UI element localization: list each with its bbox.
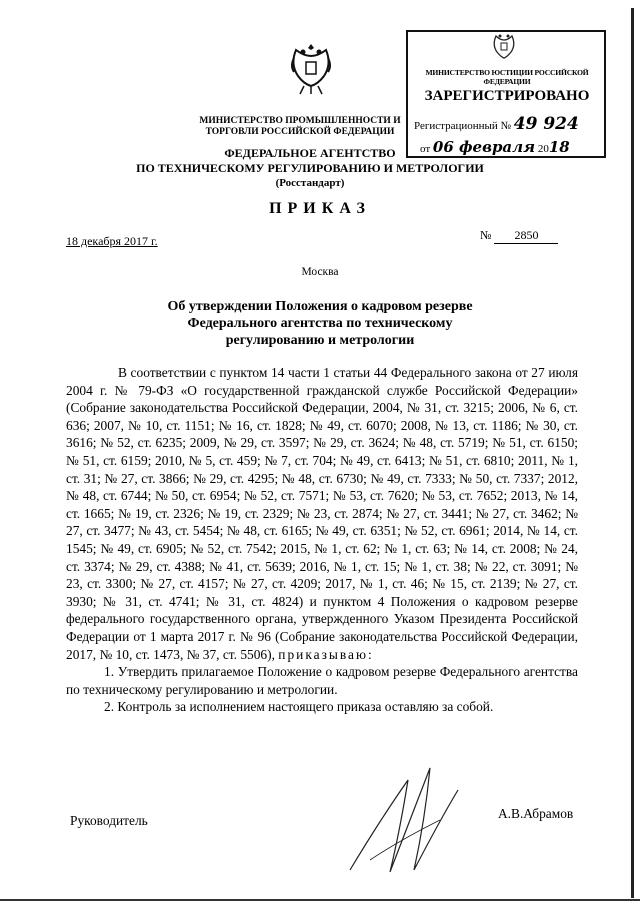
order-body xyxy=(66,364,578,716)
subject-line-1: Об утверждении Положения о кадровом резерве xyxy=(167,299,473,314)
scan-edge-bottom xyxy=(0,899,640,901)
agency-short-name: (Росстандарт) xyxy=(275,177,345,189)
ministry-name: МИНИСТЕРСТВО ПРОМЫШЛЕННОСТИ И ТОРГОВЛИ РОССИЙСКОЙ ФЕДЕРАЦИИ xyxy=(199,116,401,137)
stamp-date-value: 06 февраля xyxy=(432,138,536,156)
subject-line-2: Федерального агентства по техническому xyxy=(187,316,453,331)
stamp-reg-value: 49 924 xyxy=(513,114,579,134)
order-item-1: 1. Утвердить прилагаемое Положение о кадровом резерве Федерального агентства по техническому регулированию и метрологии. xyxy=(66,664,578,697)
agency-line-2: ПО ТЕХНИЧЕСКОМУ РЕГУЛИРОВАНИЮ И МЕТРОЛОГИИ xyxy=(136,161,484,175)
stamp-year-suffix: 18 xyxy=(548,138,570,156)
stamp-date xyxy=(420,138,570,156)
coat-of-arms-icon xyxy=(286,40,336,98)
signatory-name: А.В.Абрамов xyxy=(498,806,574,821)
order-number xyxy=(480,228,558,244)
stamp-reg-label: Регистрационный № xyxy=(414,120,512,132)
stamp-reg-number xyxy=(414,114,579,134)
order-date-value: 18 декабря 2017 г. xyxy=(66,234,158,248)
order-title: ПРИКАЗ xyxy=(269,200,371,217)
stamp-registered: ЗАРЕГИСТРИРОВАНО xyxy=(424,88,590,104)
command-word: приказываю: xyxy=(278,646,374,662)
stamp-ministry: МИНИСТЕРСТВО ЮСТИЦИИ РОССИЙСКОЙ ФЕДЕРАЦИИ xyxy=(425,68,589,86)
order-item-2: 2. Контроль за исполнением настоящего приказа оставляю за собой. xyxy=(104,699,494,715)
signatory-position: Руководитель xyxy=(70,813,148,828)
stamp-emblem-icon xyxy=(490,30,518,62)
order-date xyxy=(66,234,158,249)
order-subject xyxy=(100,298,540,349)
agency-line-1: ФЕДЕРАЛЬНОЕ АГЕНТСТВО xyxy=(224,146,396,160)
subject-line-3: регулированию и метрологии xyxy=(225,333,415,348)
scan-edge xyxy=(631,8,634,898)
stamp-date-label: от xyxy=(420,143,431,155)
preamble-text: В соответствии с пунктом 14 части 1 статьи 44 Федерального закона от 27 июля 2004 г. № 79-ФЗ «О государственной гражданской службе Российской Федерации» (Собрание законодательства Российской Федерации, 2004, № 31, ст. 3215; 2006, № 6, ст. 636; 2007, № 10, ст. 1151; № 16, ст. 1828; № 49, ст. 6070; 2008, № 13, ст. 1186; № 30, ст. 3616; № 52, ст. 6235; 2009, № 29, ст. 3597; № 29, ст. 3624; № 48, ст. 5719; № 51, ст. 6150; № 51, ст. 6159; 2010, № 5, ст. 459; № 7, ст. 704; № 49, ст. 6413; № 51, ст. 6810; 2011, № 1, ст. 31; № 27, ст. 3866; № 29, ст. 4295; № 48, ст. 6730; № 49, ст. 7333; № 50, ст. 7337; 2012, № 48, ст. 6744; № 50, ст. 6954; № 52, ст. 7571; № 53, ст. 7620; № 53, ст. 7652; 2013, № 14, ст. 1665; № 19, ст. 2326; № 19, ст. 2329; № 23, ст. 2874; № 27, ст. 3441; № 27, ст. 3462; № 27, ст. 3477; № 43, ст. 5454; № 48, ст. 6165; № 49, ст. 6351; № 52, ст. 6961; 2014, № 14, ст. 1545; № 49, ст. 6905; № 52, ст. 7542; 2015, № 1, ст. 62; № 1, ст. 63; № 14, ст. 2008; № 24, ст. 3374; № 29, ст. 4388; № 41, ст. 5639; 2016, № 1, ст. 15; № 1, ст. 38; № 22, ст. 3091; № 23, ст. 3300; № 27, ст. 4157; № 27, ст. 4209; 2017, № 1, ст. 46; № 15, ст. 2139; № 27, ст. 3930; № 31, ст. 4741; № 31, ст. 4824) и пунктом 4 Положения о кадровом резерве федерального государственного органа, утвержденного Указом Президента Российской Федерации от 1 марта 2017 г. № 96 (Собрание законодательства Российской Федерации, 2017, № 10, ст. 1473, № 37, ст. 5506), xyxy=(66,365,578,662)
handwritten-signature xyxy=(330,760,480,880)
order-city: Москва xyxy=(301,266,339,278)
stamp-year-prefix: 20 xyxy=(537,143,549,155)
preamble-paragraph xyxy=(66,364,578,663)
order-number-label: № xyxy=(480,228,492,242)
order-number-value: 2850 xyxy=(494,228,558,244)
